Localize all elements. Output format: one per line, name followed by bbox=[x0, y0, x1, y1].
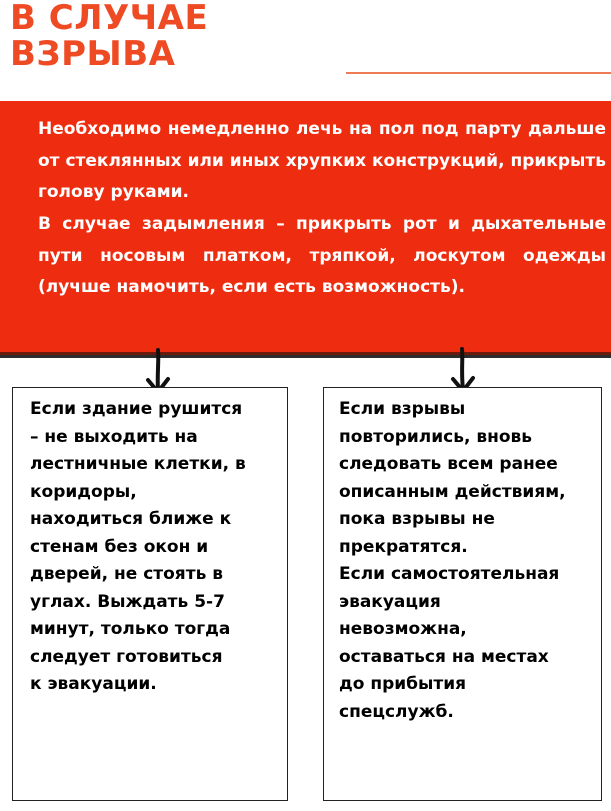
title-line-1: В СЛУЧАЕ bbox=[10, 0, 209, 38]
main-paragraph-1: Необходимо немедленно лечь на пол под парту дальше от стеклянных или иных хрупких конструкций, прикрыть голову руками. bbox=[38, 119, 606, 202]
right-instruction-box bbox=[323, 387, 602, 801]
left-instruction-box bbox=[12, 387, 288, 801]
left-instruction-text: Если здание рушится – не выходить на лестничные клетки, в коридоры, находиться ближе к стенам без окон и дверей, не стоять в углах. Выждать 5-7 минут, только тогда следует готовиться к эвакуации. bbox=[30, 399, 246, 694]
title-divider bbox=[346, 72, 611, 74]
main-instructions-box bbox=[0, 101, 611, 352]
right-instruction-text: Если взрывы повторились, вновь следовать всем ранее описанным действиям, пока взрывы не прекратятся. Если самостоятельная эвакуация невозможна, оставаться на местах до прибытия спецслужб. bbox=[339, 399, 566, 722]
main-paragraph-2: В случае задымления – прикрыть рот и дыхательные пути носовым платком, тряпкой, лоскутом одежды (лучше намочить, если есть возможность). bbox=[38, 214, 606, 297]
page-title bbox=[10, 0, 208, 72]
title-line-2: ВЗРЫВА bbox=[10, 34, 176, 74]
